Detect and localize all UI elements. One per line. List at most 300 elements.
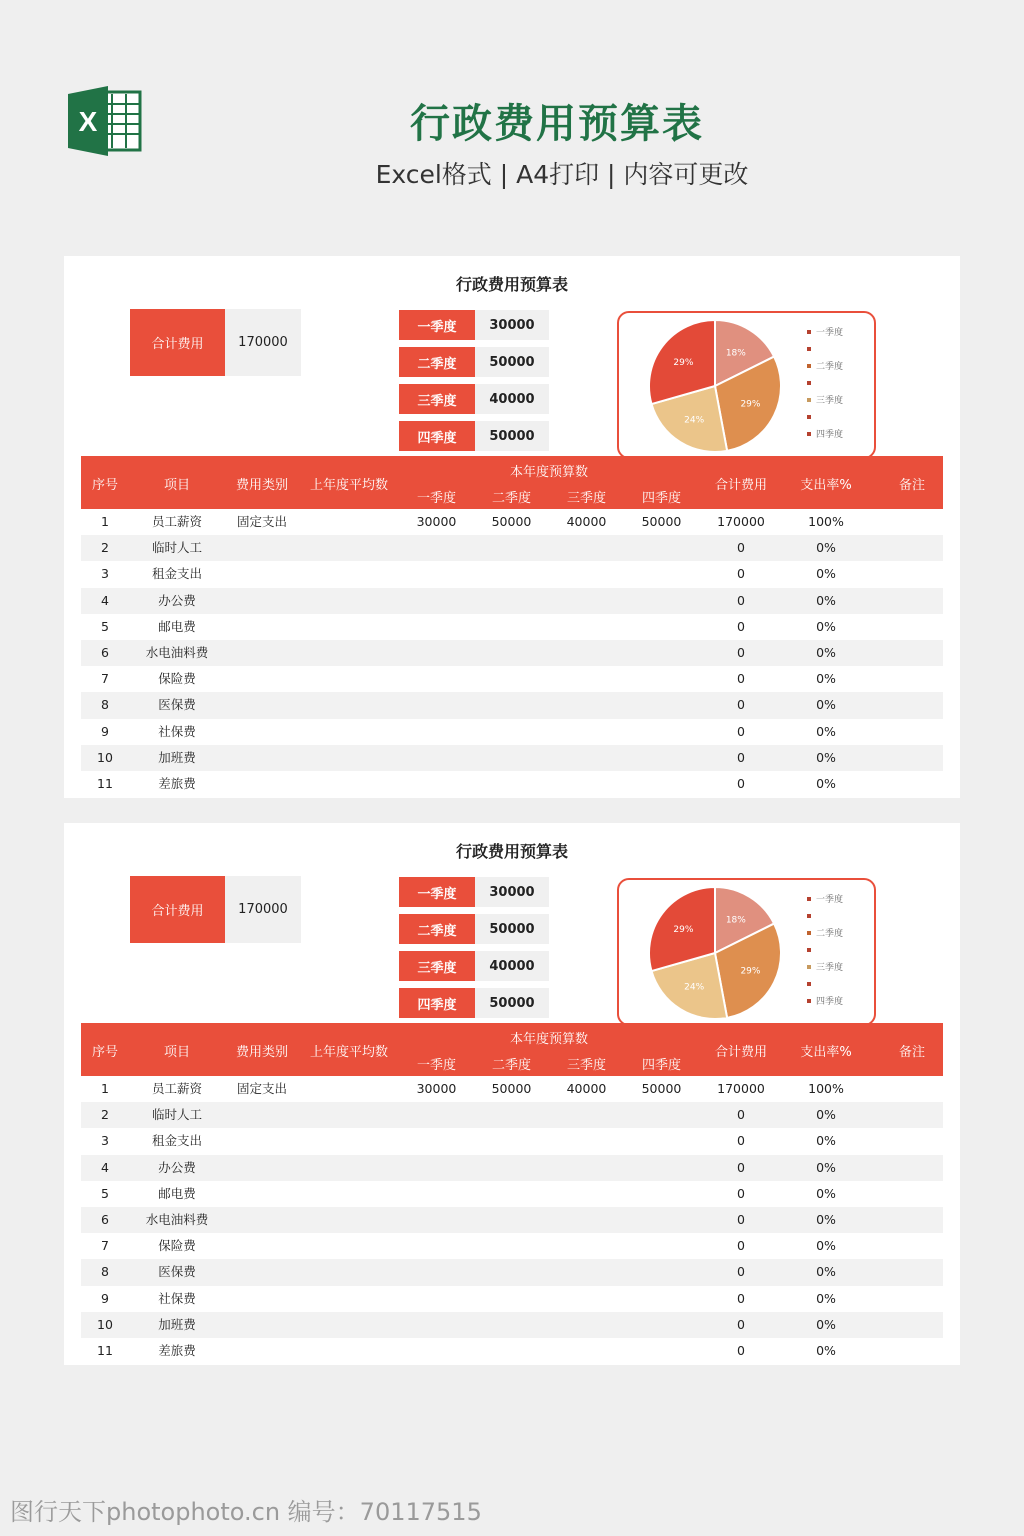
cell-prev-avg (299, 1076, 399, 1102)
cell-prev-avg (299, 509, 399, 535)
quarter-value: 50000 (475, 347, 549, 377)
cell-q3 (549, 1338, 624, 1364)
cell-rate: 0% (816, 749, 836, 765)
cell-total: 0 (737, 1133, 745, 1149)
cell-note (869, 1312, 955, 1338)
cell-total: 0 (737, 566, 745, 582)
cell-prev-avg (299, 1207, 399, 1233)
cell-total: 0 (737, 644, 745, 660)
cell-q1 (399, 1338, 474, 1364)
cell-q4 (624, 745, 699, 771)
quarter-label: 一季度 (399, 310, 475, 340)
quarter-row (399, 914, 549, 944)
cell-note (869, 1155, 955, 1181)
budget-sheet-card (64, 256, 960, 798)
cell-q3 (549, 666, 624, 692)
cell-seq: 10 (97, 1316, 113, 1332)
cell-q4 (624, 1286, 699, 1312)
pie-chart (619, 880, 874, 1024)
cell-q4 (624, 1312, 699, 1338)
cell-q2 (474, 745, 549, 771)
cell-q2 (474, 640, 549, 666)
legend-label: 四季度 (816, 997, 844, 1007)
col-category: 费用类别 (235, 478, 288, 493)
cell-q1 (399, 1128, 474, 1154)
sheet-title: 行政费用预算表 (455, 842, 568, 861)
legend-marker (807, 965, 811, 969)
cell-category (225, 692, 299, 718)
cell-item: 医保费 (158, 697, 196, 713)
cell-category (225, 1312, 299, 1338)
cell-item: 社保费 (158, 723, 196, 739)
cell-category (225, 1155, 299, 1181)
cell-note (869, 509, 955, 535)
quarter-row (399, 988, 549, 1018)
cell-category (225, 1181, 299, 1207)
cell-total: 0 (737, 1264, 745, 1280)
col-q3: 三季度 (566, 1058, 606, 1073)
col-note: 备注 (898, 478, 925, 493)
cell-item: 社保费 (158, 1290, 196, 1306)
cell-rate: 0% (816, 1264, 836, 1280)
table-body (81, 1076, 943, 1358)
cell-total: 0 (737, 697, 745, 713)
cell-total: 170000 (717, 514, 765, 529)
cell-rate: 0% (816, 723, 836, 739)
cell-prev-avg (299, 719, 399, 745)
cell-q2 (474, 719, 549, 745)
legend-marker (807, 914, 811, 918)
cell-seq: 8 (101, 1264, 109, 1280)
cell-seq: 9 (101, 1290, 109, 1306)
quarter-row (399, 347, 549, 377)
col-q4: 四季度 (641, 491, 681, 506)
cell-category: 固定支出 (236, 514, 287, 529)
cell-q1 (399, 588, 474, 614)
table-row (81, 588, 943, 614)
cell-q2 (474, 561, 549, 587)
cell-item: 水电油料费 (145, 644, 209, 660)
cell-q4 (624, 1102, 699, 1128)
pie-slice-label: 29% (673, 358, 694, 369)
table-row (81, 1233, 943, 1259)
col-prev-avg: 上年度平均数 (309, 1045, 388, 1060)
cell-rate: 0% (816, 1238, 836, 1254)
col-q1: 一季度 (416, 491, 456, 506)
col-budget-group: 本年度预算数 (509, 465, 588, 480)
cell-prev-avg (299, 1233, 399, 1259)
cell-prev-avg (299, 1155, 399, 1181)
col-seq: 序号 (91, 478, 118, 493)
cell-q1 (399, 745, 474, 771)
cell-item: 员工薪资 (151, 1081, 202, 1096)
cell-q3 (549, 1128, 624, 1154)
cell-q3 (549, 640, 624, 666)
cell-prev-avg (299, 561, 399, 587)
cell-item: 临时人工 (151, 540, 202, 556)
cell-total: 0 (737, 1185, 745, 1201)
table-row (81, 640, 943, 666)
cell-seq: 3 (101, 566, 109, 582)
pie-chart-box (617, 878, 876, 1026)
cell-item: 保险费 (158, 671, 196, 687)
cell-q2 (474, 1102, 549, 1128)
cell-q1: 30000 (416, 514, 457, 529)
cell-q1 (399, 614, 474, 640)
cell-rate: 100% (808, 514, 844, 529)
cell-item: 员工薪资 (151, 514, 202, 529)
cell-q4: 50000 (641, 1081, 682, 1096)
cell-item: 加班费 (158, 749, 196, 765)
cell-q1 (399, 535, 474, 561)
cell-q1 (399, 1312, 474, 1338)
cell-prev-avg (299, 1181, 399, 1207)
cell-q3 (549, 1233, 624, 1259)
cell-rate: 100% (808, 1081, 844, 1096)
cell-q2 (474, 692, 549, 718)
col-q2: 二季度 (491, 491, 531, 506)
pie-chart (619, 313, 874, 457)
cell-rate: 0% (816, 1316, 836, 1332)
cell-q4 (624, 1259, 699, 1285)
cell-category: 固定支出 (236, 1081, 287, 1096)
cell-prev-avg (299, 745, 399, 771)
quarter-value: 30000 (475, 310, 549, 340)
cell-q1 (399, 1102, 474, 1128)
cell-rate: 0% (816, 540, 836, 556)
cell-q2 (474, 614, 549, 640)
cell-prev-avg (299, 1338, 399, 1364)
cell-q4 (624, 1155, 699, 1181)
cell-q2 (474, 1181, 549, 1207)
total-cost-value: 170000 (225, 309, 301, 376)
cell-rate: 0% (816, 592, 836, 608)
cell-category (225, 1286, 299, 1312)
table-row (81, 1207, 943, 1233)
table-row (81, 1181, 943, 1207)
quarter-value: 40000 (475, 951, 549, 981)
table-row (81, 1259, 943, 1285)
table-row (81, 719, 943, 745)
table-row (81, 745, 943, 771)
cell-category (225, 771, 299, 797)
pie-slice-label: 18% (725, 915, 746, 926)
col-rate: 支出率% (800, 478, 852, 493)
cell-note (869, 1233, 955, 1259)
cell-seq: 11 (97, 1342, 113, 1358)
col-total: 合计费用 (714, 478, 767, 493)
pie-slice-label: 29% (740, 399, 761, 410)
quarter-value: 50000 (475, 421, 549, 451)
quarter-label: 四季度 (399, 988, 475, 1018)
table-row (81, 614, 943, 640)
cell-total: 0 (737, 618, 745, 634)
cell-q1 (399, 692, 474, 718)
cell-q3 (549, 1259, 624, 1285)
cell-item: 邮电费 (158, 618, 196, 634)
cell-rate: 0% (816, 1290, 836, 1306)
cell-rate: 0% (816, 1133, 836, 1149)
cell-category (225, 719, 299, 745)
cell-q2: 50000 (491, 1081, 532, 1096)
total-cost-label: 合计费用 (130, 309, 225, 376)
quarter-row (399, 951, 549, 981)
table-header (81, 1023, 943, 1076)
legend-marker (807, 330, 811, 334)
table-row (81, 1102, 943, 1128)
table-row (81, 666, 943, 692)
cell-note (869, 692, 955, 718)
cell-total: 0 (737, 723, 745, 739)
pie-slice-label: 29% (740, 966, 761, 977)
table-row (81, 1338, 943, 1364)
cell-q4 (624, 1207, 699, 1233)
cell-total: 0 (737, 1238, 745, 1254)
cell-prev-avg (299, 666, 399, 692)
cell-total: 0 (737, 1211, 745, 1227)
col-total: 合计费用 (714, 1045, 767, 1060)
cell-seq: 7 (101, 671, 109, 687)
cell-q1 (399, 561, 474, 587)
cell-q2 (474, 1286, 549, 1312)
cell-q4 (624, 1128, 699, 1154)
cell-seq: 1 (101, 514, 109, 529)
quarter-row (399, 310, 549, 340)
cell-prev-avg (299, 640, 399, 666)
cell-category (225, 1233, 299, 1259)
cell-q4 (624, 771, 699, 797)
cell-q1 (399, 1207, 474, 1233)
cell-total: 0 (737, 671, 745, 687)
cell-q2 (474, 1259, 549, 1285)
cell-prev-avg (299, 588, 399, 614)
watermark: 图行天下photophoto.cn 编号：70117515 (10, 1498, 482, 1526)
legend-label: 一季度 (816, 895, 844, 905)
cell-q2 (474, 588, 549, 614)
cell-q1 (399, 640, 474, 666)
cell-note (869, 561, 955, 587)
cell-note (869, 1259, 955, 1285)
cell-total: 0 (737, 1290, 745, 1306)
legend-label: 四季度 (816, 430, 844, 440)
col-q3: 三季度 (566, 491, 606, 506)
cell-seq: 9 (101, 723, 109, 739)
total-cost-label: 合计费用 (130, 876, 225, 943)
cell-q4 (624, 614, 699, 640)
cell-prev-avg (299, 692, 399, 718)
col-category: 费用类别 (235, 1045, 288, 1060)
cell-seq: 1 (101, 1081, 109, 1096)
cell-q4 (624, 588, 699, 614)
col-rate: 支出率% (800, 1045, 852, 1060)
quarter-label: 四季度 (399, 421, 475, 451)
col-q1: 一季度 (416, 1058, 456, 1073)
quarter-label: 二季度 (399, 347, 475, 377)
cell-q2: 50000 (491, 514, 532, 529)
cell-q3 (549, 771, 624, 797)
cell-prev-avg (299, 614, 399, 640)
quarter-row (399, 384, 549, 414)
pie-chart-box (617, 311, 876, 459)
cell-q3 (549, 745, 624, 771)
cell-q3 (549, 614, 624, 640)
cell-note (869, 1102, 955, 1128)
cell-rate: 0% (816, 644, 836, 660)
cell-note (869, 1207, 955, 1233)
cell-total: 0 (737, 592, 745, 608)
cell-q4 (624, 561, 699, 587)
cell-rate: 0% (816, 1211, 836, 1227)
table-row (81, 692, 943, 718)
cell-q2 (474, 1155, 549, 1181)
cell-category (225, 535, 299, 561)
cell-q4 (624, 719, 699, 745)
legend-marker (807, 432, 811, 436)
cell-seq: 2 (101, 1107, 109, 1123)
col-seq: 序号 (91, 1045, 118, 1060)
legend-marker (807, 948, 811, 952)
cell-q2 (474, 666, 549, 692)
cell-seq: 6 (101, 1211, 109, 1227)
cell-prev-avg (299, 771, 399, 797)
cell-category (225, 1128, 299, 1154)
cell-note (869, 614, 955, 640)
cell-note (869, 666, 955, 692)
col-budget-group: 本年度预算数 (509, 1032, 588, 1047)
table-row (81, 1128, 943, 1154)
cell-seq: 7 (101, 1238, 109, 1254)
cell-rate: 0% (816, 1185, 836, 1201)
quarter-value: 50000 (475, 988, 549, 1018)
quarter-label: 一季度 (399, 877, 475, 907)
cell-q4 (624, 640, 699, 666)
cell-q2 (474, 1233, 549, 1259)
legend-marker (807, 897, 811, 901)
cell-q1 (399, 719, 474, 745)
cell-prev-avg (299, 535, 399, 561)
cell-q3 (549, 1155, 624, 1181)
cell-note (869, 588, 955, 614)
cell-rate: 0% (816, 566, 836, 582)
cell-q1 (399, 771, 474, 797)
pie-slice-label: 29% (673, 925, 694, 936)
cell-note (869, 1128, 955, 1154)
cell-rate: 0% (816, 671, 836, 687)
cell-q3 (549, 561, 624, 587)
cell-category (225, 1338, 299, 1364)
table-row (81, 1155, 943, 1181)
cell-rate: 0% (816, 1159, 836, 1175)
cell-seq: 5 (101, 1185, 109, 1201)
cell-note (869, 719, 955, 745)
table-row (81, 561, 943, 587)
cell-rate: 0% (816, 1107, 836, 1123)
table-row (81, 771, 943, 797)
cell-note (869, 745, 955, 771)
cell-item: 办公费 (158, 1159, 196, 1175)
cell-q3 (549, 1207, 624, 1233)
cell-q2 (474, 535, 549, 561)
cell-category (225, 745, 299, 771)
cell-rate: 0% (816, 697, 836, 713)
cell-q2 (474, 1128, 549, 1154)
cell-note (869, 640, 955, 666)
cell-rate: 0% (816, 775, 836, 791)
legend-label: 三季度 (816, 396, 844, 406)
legend-marker (807, 364, 811, 368)
cell-q2 (474, 771, 549, 797)
cell-category (225, 588, 299, 614)
cell-total: 0 (737, 1107, 745, 1123)
cell-q3 (549, 1102, 624, 1128)
legend-label: 二季度 (816, 362, 844, 372)
table-body (81, 509, 943, 791)
sheet-title: 行政费用预算表 (455, 275, 568, 294)
quarter-row (399, 877, 549, 907)
legend-marker (807, 398, 811, 402)
cell-q1 (399, 1286, 474, 1312)
cell-item: 差旅费 (158, 1342, 196, 1358)
cell-q3 (549, 692, 624, 718)
total-cost-value: 170000 (225, 876, 301, 943)
cell-total: 0 (737, 749, 745, 765)
cell-q3: 40000 (566, 1081, 607, 1096)
cell-note (869, 1286, 955, 1312)
cell-q4 (624, 692, 699, 718)
cell-prev-avg (299, 1286, 399, 1312)
cell-item: 保险费 (158, 1238, 196, 1254)
cell-prev-avg (299, 1259, 399, 1285)
quarter-row (399, 421, 549, 451)
cell-q2 (474, 1338, 549, 1364)
cell-prev-avg (299, 1102, 399, 1128)
cell-q4 (624, 1338, 699, 1364)
col-item: 项目 (163, 478, 190, 493)
cell-seq: 2 (101, 540, 109, 556)
table-row (81, 1312, 943, 1338)
cell-category (225, 1259, 299, 1285)
budget-sheet-card (64, 823, 960, 1365)
cell-category (225, 561, 299, 587)
legend-marker (807, 999, 811, 1003)
cell-q3: 40000 (566, 514, 607, 529)
cell-rate: 0% (816, 618, 836, 634)
cell-q1 (399, 1233, 474, 1259)
col-q2: 二季度 (491, 1058, 531, 1073)
legend-marker (807, 415, 811, 419)
cell-seq: 11 (97, 775, 113, 791)
cell-note (869, 771, 955, 797)
cell-note (869, 1076, 955, 1102)
cell-seq: 5 (101, 618, 109, 634)
page-title: 行政费用预算表 (410, 101, 704, 147)
page-subtitle: Excel格式 | A4打印 | 内容可更改 (375, 160, 749, 189)
col-note: 备注 (898, 1045, 925, 1060)
table-row (81, 1286, 943, 1312)
quarter-label: 三季度 (399, 951, 475, 981)
cell-q3 (549, 588, 624, 614)
cell-item: 租金支出 (151, 566, 202, 582)
table-row (81, 509, 943, 535)
col-q4: 四季度 (641, 1058, 681, 1073)
cell-q1 (399, 1155, 474, 1181)
cell-q2 (474, 1312, 549, 1338)
quarter-label: 二季度 (399, 914, 475, 944)
cell-q4: 50000 (641, 514, 682, 529)
col-prev-avg: 上年度平均数 (309, 478, 388, 493)
cell-category (225, 1102, 299, 1128)
cell-q1: 30000 (416, 1081, 457, 1096)
